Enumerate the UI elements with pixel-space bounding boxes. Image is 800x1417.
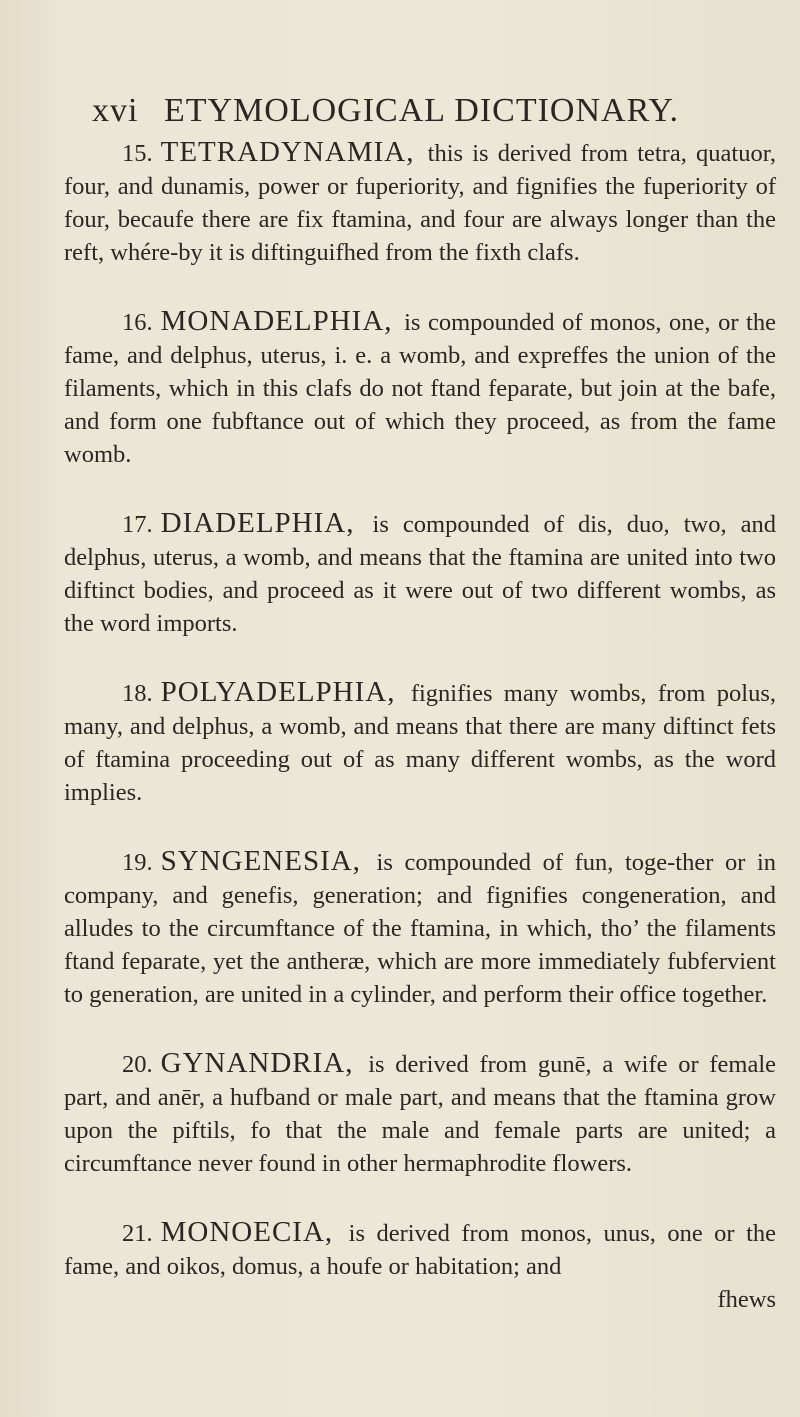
entry-headword: MONADELPHIA,	[160, 305, 393, 337]
entry-text: is compounded of fun, toge-ther or in company, and genefis, generation; and fignifies congeneration, and alludes to the circumftance of the ftamina, in which, tho’ the filaments ftand feparate, yet the antheræ, which are more immediately fubfervient to generation, are united in a cylinder, and perform their office together.	[64, 849, 777, 1008]
entry-text: is compounded of monos, one, or the fame, and delphus, uterus, i. e. a womb, and expreffes the union of the filaments, which in this clafs do not ftand feparate, but join at the bafe, and form one fubftance out of which they proceed, as from the fame womb.	[64, 309, 776, 468]
dictionary-body	[64, 136, 776, 1352]
running-header	[92, 92, 772, 130]
page-number: xvi	[92, 92, 139, 129]
dictionary-entry-18	[64, 676, 776, 809]
entry-headword: GYNANDRIA,	[160, 1047, 354, 1079]
entry-number: 19.	[122, 849, 153, 876]
entry-number: 16.	[122, 309, 153, 336]
entry-headword: DIADELPHIA,	[160, 507, 355, 539]
entry-number: 18.	[122, 680, 153, 707]
entry-number: 17.	[122, 511, 153, 538]
entry-headword: MONOECIA,	[160, 1216, 334, 1248]
entry-text: is compounded of dis, duo, two, and delphus, uterus, a womb, and means that the ftamina are united into two diftinct bodies, and proceed as it were out of two different wombs, as the word imports.	[64, 511, 776, 637]
entry-number: 15.	[122, 140, 153, 167]
dictionary-entry-21	[64, 1216, 776, 1283]
dictionary-entry-20	[64, 1047, 776, 1180]
dictionary-entry-17	[64, 507, 776, 640]
entry-text: fignifies many wombs, from polus, many, and delphus, a womb, and means that there are many diftinct fets of ftamina proceeding out of as many different wombs, as the word implies.	[64, 680, 777, 806]
catchword: fhews	[717, 1286, 776, 1313]
entry-number: 20.	[122, 1051, 153, 1078]
entry-number: 21.	[122, 1220, 153, 1247]
running-title: ETYMOLOGICAL DICTIONARY.	[163, 92, 680, 129]
dictionary-entry-16	[64, 305, 776, 471]
entry-text: this is derived from tetra, quatuor, four, and dunamis, power or fuperiority, and fignifies the fuperiority of four, becaufe there are fix ftamina, and four are always longer than the reft, whére-by it is diftinguifhed from the fixth clafs.	[64, 140, 776, 266]
entry-headword: TETRADYNAMIA,	[160, 136, 415, 168]
entry-text: is derived from gunē, a wife or female part, and anēr, a hufband or male part, and means that the ftamina grow upon the piftils, fo that the male and female parts are united; a circumftance never found in other hermaphrodite flowers.	[64, 1051, 776, 1177]
entry-text: is derived from monos, unus, one or the fame, and oikos, domus, a houfe or habitation; and	[64, 1220, 776, 1280]
dictionary-entry-15	[64, 136, 776, 269]
entry-headword: SYNGENESIA,	[160, 845, 361, 877]
dictionary-entry-19	[64, 845, 776, 1011]
entry-headword: POLYADELPHIA,	[160, 676, 396, 708]
